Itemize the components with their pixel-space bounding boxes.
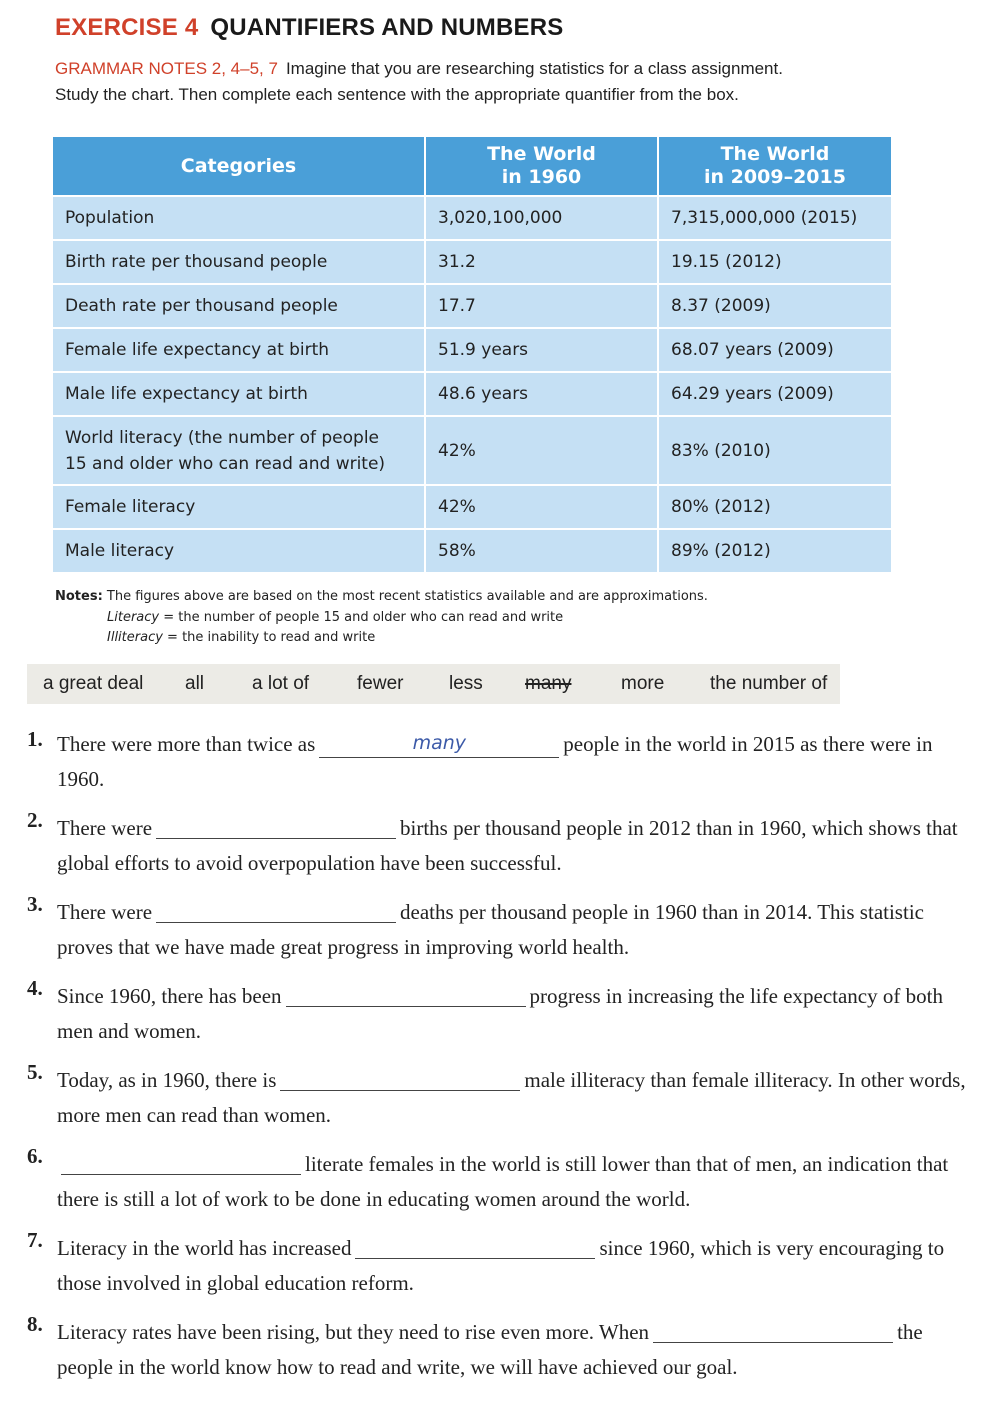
value-recent-cell: 64.29 years (2009) [659, 373, 891, 417]
instruction-line-2: Study the chart. Then complete each sentence with the appropriate quantifier from the box. [55, 85, 739, 104]
answer-blank[interactable] [61, 1148, 301, 1175]
answer-filled: many [412, 732, 467, 754]
value-1960-cell: 51.9 years [426, 329, 659, 373]
value-recent-cell: 19.15 (2012) [659, 241, 891, 285]
item-text-before: There were more than twice as [57, 732, 316, 756]
exercise-item [27, 892, 977, 965]
answer-blank[interactable] [280, 1064, 520, 1091]
word-option: the number of [710, 673, 828, 694]
word-option: more [621, 673, 665, 694]
answer-blank[interactable] [286, 980, 526, 1007]
table-row [53, 530, 891, 574]
header-1960-line2: in 1960 [501, 166, 582, 188]
item-text-after: progress in increasing the life expectancy of both men and women. [57, 984, 943, 1043]
answer-blank[interactable] [156, 812, 396, 839]
exercise-item [27, 1312, 977, 1385]
word-option: all [185, 673, 205, 694]
item-text-before: There were [57, 900, 153, 924]
category-cell: Birth rate per thousand people [53, 241, 426, 285]
item-text-after: people in the world in 2015 as there were in 1960. [57, 732, 933, 791]
answer-blank[interactable] [156, 896, 396, 923]
exercise-header [55, 14, 783, 108]
table-row [53, 373, 891, 417]
category-cell: Female literacy [53, 486, 426, 530]
value-recent-cell: 83% (2010) [659, 417, 891, 486]
item-text-before: Today, as in 1960, there is [57, 1068, 277, 1092]
literacy-term: Literacy [107, 609, 160, 625]
value-1960-cell: 17.7 [426, 285, 659, 329]
item-text-after: births per thousand people in 2012 than in 1960, which shows that global efforts to avoid overpopulation have been successful. [57, 816, 958, 875]
illiteracy-term: Illiteracy [107, 630, 163, 645]
value-1960-cell: 42% [426, 486, 659, 530]
word-option: less [449, 673, 483, 694]
item-text-after: male illiteracy than female illiteracy. In other words, more men can read than women. [57, 1068, 966, 1127]
notes-illiteracy [55, 628, 708, 649]
table-row [53, 486, 891, 530]
value-recent-cell: 8.37 (2009) [659, 285, 891, 329]
exercise-title [55, 14, 783, 42]
category-cell: Male literacy [53, 530, 426, 574]
header-recent [659, 137, 891, 197]
exercise-item [27, 976, 977, 1049]
item-text-before: Literacy rates have been rising, but they need to rise even more. When [57, 1320, 650, 1344]
literacy-definition: = the number of people 15 and older who can read and write [159, 609, 564, 625]
exercise-label: EXERCISE 4 [55, 14, 199, 41]
statistics-table [53, 137, 891, 574]
item-text-before: Literacy in the world has increased [57, 1236, 352, 1260]
value-recent-cell: 7,315,000,000 (2015) [659, 197, 891, 241]
value-1960-cell: 58% [426, 530, 659, 574]
item-text-after: literate females in the world is still lower than that of men, an indication that there is still a lot of work to be done in educating women around the world. [57, 1152, 949, 1211]
exercise-item [27, 1144, 977, 1217]
value-recent-cell: 80% (2012) [659, 486, 891, 530]
word-option: a lot of [252, 673, 310, 694]
exercise-item [27, 727, 977, 797]
value-1960-cell: 48.6 years [426, 373, 659, 417]
header-1960-line1: The World [487, 143, 596, 165]
table-notes [55, 587, 708, 649]
item-number: 8. [27, 1312, 43, 1336]
notes-line-1 [55, 587, 708, 608]
value-1960-cell: 31.2 [426, 241, 659, 285]
table-row [53, 241, 891, 285]
header-categories: Categories [53, 137, 426, 197]
item-number: 7. [27, 1228, 43, 1252]
word-option: fewer [357, 673, 404, 694]
word-box [27, 664, 840, 704]
grammar-notes-ref: GRAMMAR NOTES 2, 4–5, 7 [55, 59, 278, 78]
item-number: 5. [27, 1060, 43, 1084]
table-row [53, 285, 891, 329]
category-cell: Female life expectancy at birth [53, 329, 426, 373]
table-row [53, 329, 891, 373]
table-row [53, 197, 891, 241]
notes-label: Notes: [55, 589, 103, 604]
value-recent-cell: 68.07 years (2009) [659, 329, 891, 373]
category-line-2: 15 and older who can read and write) [65, 453, 386, 474]
category-cell: Death rate per thousand people [53, 285, 426, 329]
word-option: a great deal [43, 673, 144, 694]
exercise-topic: QUANTIFIERS AND NUMBERS [210, 14, 564, 41]
answer-blank[interactable] [355, 1232, 595, 1259]
value-recent-cell: 89% (2012) [659, 530, 891, 574]
table-row [53, 417, 891, 486]
item-number: 6. [27, 1144, 43, 1168]
item-text-before: Since 1960, there has been [57, 984, 282, 1008]
item-text-before: There were [57, 816, 153, 840]
value-1960-cell: 42% [426, 417, 659, 486]
instructions [55, 56, 783, 108]
answer-blank[interactable] [319, 731, 559, 758]
notes-text: The figures above are based on the most recent statistics available and are approximations. [106, 589, 708, 604]
header-recent-line1: The World [720, 143, 830, 165]
item-text-after: deaths per thousand people in 1960 than in 2014. This statistic proves that we have made great progress in improving world health. [57, 900, 924, 959]
exercise-item [27, 808, 977, 881]
category-line-1: World literacy (the number of people [65, 427, 380, 448]
answer-blank[interactable] [653, 1316, 893, 1343]
exercise-item [27, 1060, 977, 1133]
table-header-row [53, 137, 891, 197]
instruction-line-1: Imagine that you are researching statistics for a class assignment. [285, 59, 783, 78]
item-number: 4. [27, 976, 43, 1000]
word-option-used: many [525, 673, 572, 694]
header-1960 [426, 137, 659, 197]
item-number: 1. [27, 727, 43, 751]
item-text-after: the people in the world know how to read and write, we will have achieved our goal. [57, 1320, 923, 1379]
category-cell: Population [53, 197, 426, 241]
item-number: 2. [27, 808, 43, 832]
exercise-item [27, 1228, 977, 1301]
category-cell: Male life expectancy at birth [53, 373, 426, 417]
exercise-items [27, 727, 977, 1396]
notes-literacy [55, 608, 708, 629]
category-cell [53, 417, 426, 486]
header-recent-line2: in 2009–2015 [704, 166, 846, 188]
item-text-after: since 1960, which is very encouraging to those involved in global education reform. [57, 1236, 945, 1295]
value-1960-cell: 3,020,100,000 [426, 197, 659, 241]
item-number: 3. [27, 892, 43, 916]
illiteracy-definition: = the inability to read and write [162, 630, 376, 645]
